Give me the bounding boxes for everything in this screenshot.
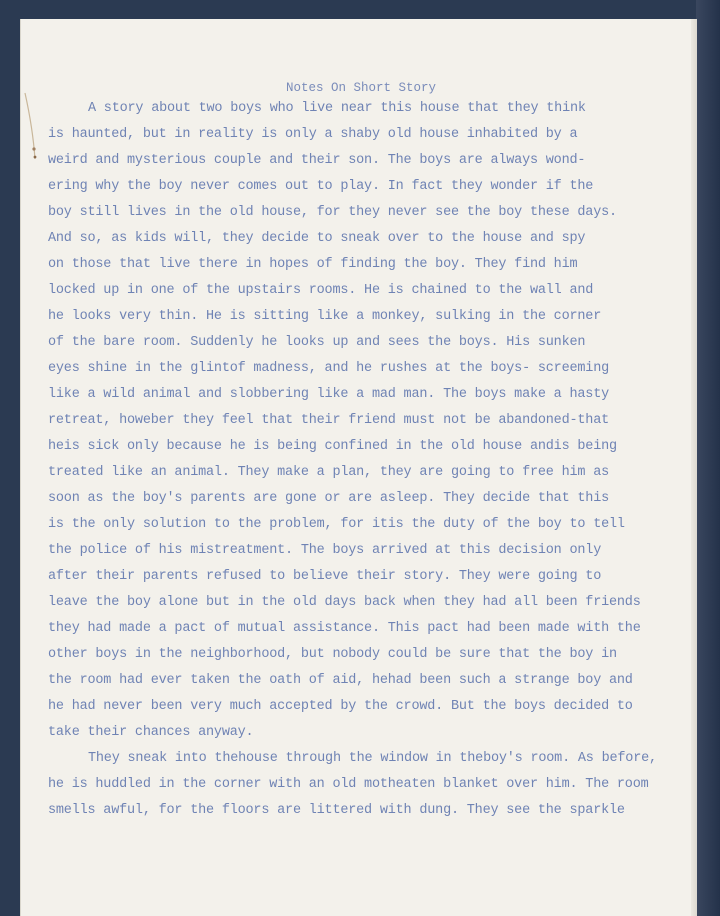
text-line: They sneak into thehouse through the window in theboy's room. As before,: [88, 751, 657, 766]
text-line: And so, as kids will, they decide to sneak over to the house and spy: [48, 231, 586, 246]
backdrop-edge: [696, 0, 720, 916]
text-line: eyes shine in the glintof madness, and he rushes at the boys- screeming: [48, 361, 609, 376]
text-line: the police of his mistreatment. The boys arrived at this decision only: [48, 543, 602, 558]
text-line: they had made a pact of mutual assistance. This pact had been made with the: [48, 621, 641, 636]
text-line: take their chances anyway.: [48, 725, 254, 740]
text-line: like a wild animal and slobbering like a mad man. The boys make a hasty: [48, 387, 609, 402]
text-line: A story about two boys who live near this house that they think: [88, 101, 586, 116]
text-line: other boys in the neighborhood, but nobody could be sure that the boy in: [48, 647, 617, 662]
text-line: boy still lives in the old house, for they never see the boy these days.: [48, 205, 617, 220]
text-line: he looks very thin. He is sitting like a monkey, sulking in the corner: [48, 309, 602, 324]
text-line: ering why the boy never comes out to play. In fact they wonder if the: [48, 179, 594, 194]
text-line: treated like an animal. They make a plan, they are going to free him as: [48, 465, 609, 480]
typed-text: [20, 19, 697, 916]
text-line: retreat, howeber they feel that their friend must not be abandoned-that: [48, 413, 609, 428]
text-line: leave the boy alone but in the old days back when they had all been friends: [48, 595, 641, 610]
text-line: he had never been very much accepted by the crowd. But the boys decided to: [48, 699, 633, 714]
page-title: Notes On Short Story: [286, 81, 437, 95]
text-line: on those that live there in hopes of finding the boy. They find him: [48, 257, 578, 272]
text-line: is haunted, but in reality is only a shaby old house inhabited by a: [48, 127, 578, 142]
text-line: locked up in one of the upstairs rooms. He is chained to the wall and: [48, 283, 594, 298]
text-line: the room had ever taken the oath of aid, hehad been such a strange boy and: [48, 673, 633, 688]
text-line: weird and mysterious couple and their son. The boys are always wond-: [48, 153, 586, 168]
text-line: heis sick only because he is being confined in the old house andis being: [48, 439, 617, 454]
text-line: soon as the boy's parents are gone or are asleep. They decide that this: [48, 491, 609, 506]
text-line: of the bare room. Suddenly he looks up and sees the boys. His sunken: [48, 335, 586, 350]
text-line: is the only solution to the problem, for itis the duty of the boy to tell: [48, 517, 625, 532]
text-line: smells awful, for the floors are littered with dung. They see the sparkle: [48, 803, 625, 818]
text-line: after their parents refused to believe their story. They were going to: [48, 569, 602, 584]
text-line: he is huddled in the corner with an old motheaten blanket over him. The room: [48, 777, 649, 792]
typed-page: [20, 19, 697, 916]
